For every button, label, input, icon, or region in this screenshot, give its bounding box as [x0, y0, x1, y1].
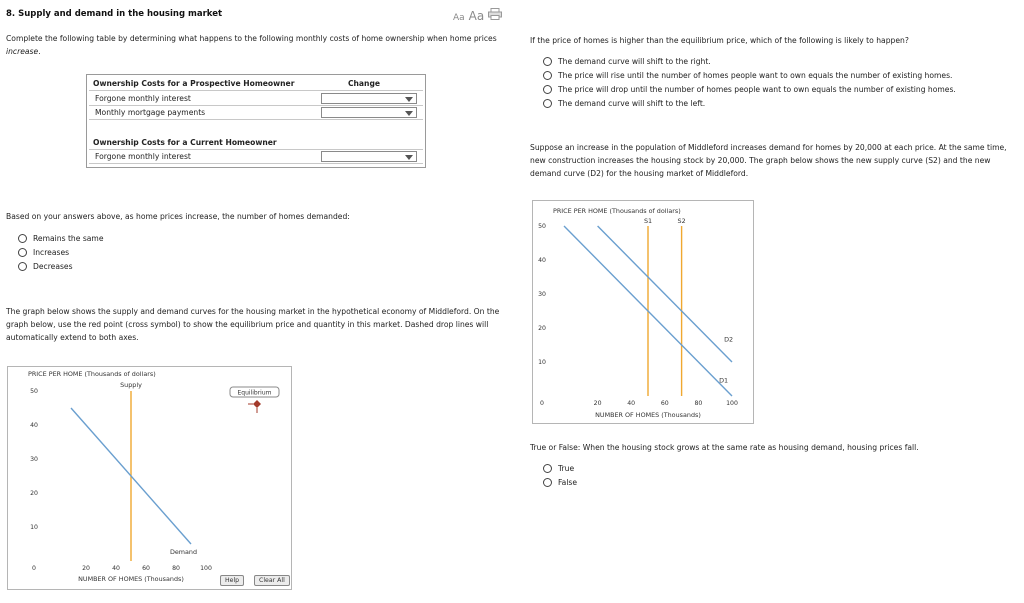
option-label: True [558, 463, 575, 473]
font-decrease-button[interactable]: Aa [453, 13, 465, 23]
d1-label: D1 [719, 376, 729, 385]
question-title: 8. Supply and demand in the housing market [6, 9, 223, 19]
shift-graph-panel [532, 200, 754, 424]
radio-option[interactable] [543, 54, 956, 68]
s1-label: S1 [643, 217, 653, 225]
radio-button[interactable] [18, 262, 27, 271]
table-row [89, 149, 423, 164]
radio-option[interactable] [18, 245, 104, 259]
font-increase-button[interactable]: Aa [468, 9, 485, 23]
d2-label: D2 [724, 335, 734, 344]
x-tick-label: 100 [200, 565, 212, 572]
x-tick-label: 20 [593, 400, 602, 407]
graph-intro: The graph below shows the supply and demand curves for the housing market in the hypothetical economy of Middleford. On the graph below, use the red point (cross symbol) to show the equilibrium price and quantity in this market. Dashed drop lines will automatically extend to both axes. [6, 307, 500, 342]
y-tick-label: 10 [538, 359, 546, 366]
radio-option[interactable] [543, 475, 577, 489]
radio-option[interactable] [18, 259, 104, 273]
option-label: The price will rise until the number of homes people want to own equals the number of existing homes. [558, 70, 953, 80]
x-axis-label: NUMBER OF HOMES (Thousands) [595, 411, 701, 419]
s2-label: S2 [677, 217, 686, 225]
option-label: Remains the same [33, 233, 104, 243]
x-tick-label: 80 [172, 565, 180, 572]
q1-options [543, 54, 956, 110]
demanded-question: Based on your answers above, as home prices increase, the number of homes demanded: [6, 212, 350, 221]
prospective-header-row [87, 75, 425, 90]
radio-button[interactable] [543, 71, 552, 80]
x-tick-label: 60 [142, 565, 150, 572]
radio-button[interactable] [543, 478, 552, 487]
radio-button[interactable] [18, 234, 27, 243]
radio-button[interactable] [543, 99, 552, 108]
change-dropdown[interactable] [321, 151, 417, 162]
q3-options [543, 461, 577, 489]
x-tick-label: 20 [82, 565, 90, 572]
equilibrium-legend[interactable] [230, 387, 279, 413]
x-tick-label: 60 [660, 400, 669, 407]
x-tick-label: 40 [627, 400, 636, 407]
x-tick-label: 40 [112, 565, 120, 572]
x-axis-label: NUMBER OF HOMES (Thousands) [78, 575, 184, 583]
y-tick-label: 10 [30, 524, 38, 531]
y-axis-label: PRICE PER HOME (Thousands of dollars) [28, 370, 156, 378]
change-dropdown[interactable] [321, 93, 417, 104]
current-header: Ownership Costs for a Current Homeowner [93, 138, 277, 147]
y-tick-label: 40 [538, 257, 546, 264]
table-row [89, 90, 423, 105]
y-tick-label: 50 [538, 223, 546, 230]
help-button[interactable]: Help [220, 575, 244, 586]
radio-option[interactable] [543, 82, 956, 96]
equilibrium-point-tool[interactable] [253, 400, 261, 408]
ownership-costs-table [86, 74, 426, 168]
intro-text-emphasis: increase [6, 47, 39, 56]
font-size-tools [453, 8, 502, 23]
shift-graph [533, 201, 755, 425]
clear-all-button[interactable]: Clear All [254, 575, 290, 586]
q3-text: True or False: When the housing stock grows at the same rate as housing demand, housing prices fall. [530, 443, 919, 452]
supply-label: Supply [120, 381, 142, 389]
x-tick-label: 0 [540, 400, 544, 407]
y-tick-label: 20 [538, 325, 546, 332]
q1-text: If the price of homes is higher than the equilibrium price, which of the following is likely to happen? [530, 36, 909, 45]
y-tick-label: 30 [30, 456, 38, 463]
change-dropdown[interactable] [321, 107, 417, 118]
option-label: The demand curve will shift to the right. [558, 56, 711, 66]
radio-option[interactable] [543, 68, 956, 82]
radio-option[interactable] [543, 461, 577, 475]
option-label: Decreases [33, 261, 73, 271]
radio-button[interactable] [543, 85, 552, 94]
equilibrium-graph[interactable] [8, 367, 293, 591]
table-row [89, 105, 423, 120]
y-axis-label: PRICE PER HOME (Thousands of dollars) [553, 207, 681, 215]
y-tick-label: 20 [30, 490, 38, 497]
change-header: Change [347, 79, 381, 88]
x-tick-label: 80 [694, 400, 703, 407]
option-label: False [558, 477, 578, 487]
x-tick-label: 100 [726, 400, 738, 407]
intro-text: Complete the following table by determining what happens to the following monthly costs of home ownership when home prices increase. [6, 34, 497, 56]
option-label: The demand curve will shift to the left. [558, 98, 706, 108]
row-label: Forgone monthly interest [95, 152, 191, 161]
legend-label: Equilibrium [237, 389, 272, 397]
option-label: The price will drop until the number of homes people want to own equals the number of existing homes. [558, 84, 956, 94]
radio-button[interactable] [543, 57, 552, 66]
equilibrium-graph-panel [7, 366, 292, 590]
q2-text: Suppose an increase in the population of Middleford increases demand for homes by 20,000 at each price. At the same time, new construction increases the housing stock by 20,000. The graph below shows the new supply curve (S2) and the new demand curve (D2) for the housing market of Middleford. [530, 143, 1007, 178]
radio-button[interactable] [543, 464, 552, 473]
y-tick-label: 50 [30, 388, 38, 395]
intro-text-main: Complete the following table by determining what happens to the following monthly costs of home ownership when home prices [6, 34, 497, 43]
row-label: Forgone monthly interest [95, 93, 191, 103]
demanded-options [18, 231, 104, 273]
option-label: Increases [33, 247, 70, 257]
y-tick-label: 40 [30, 422, 38, 429]
x-tick-label: 0 [32, 565, 36, 572]
radio-button[interactable] [18, 248, 27, 257]
curve-d2 [598, 226, 732, 362]
row-label: Monthly mortgage payments [95, 108, 206, 117]
radio-option[interactable] [18, 231, 104, 245]
radio-option[interactable] [543, 96, 956, 110]
print-icon[interactable] [488, 8, 502, 23]
demand-label: Demand [169, 548, 198, 557]
prospective-header: Ownership Costs for a Prospective Homeowner [93, 79, 295, 88]
y-tick-label: 30 [538, 291, 546, 298]
